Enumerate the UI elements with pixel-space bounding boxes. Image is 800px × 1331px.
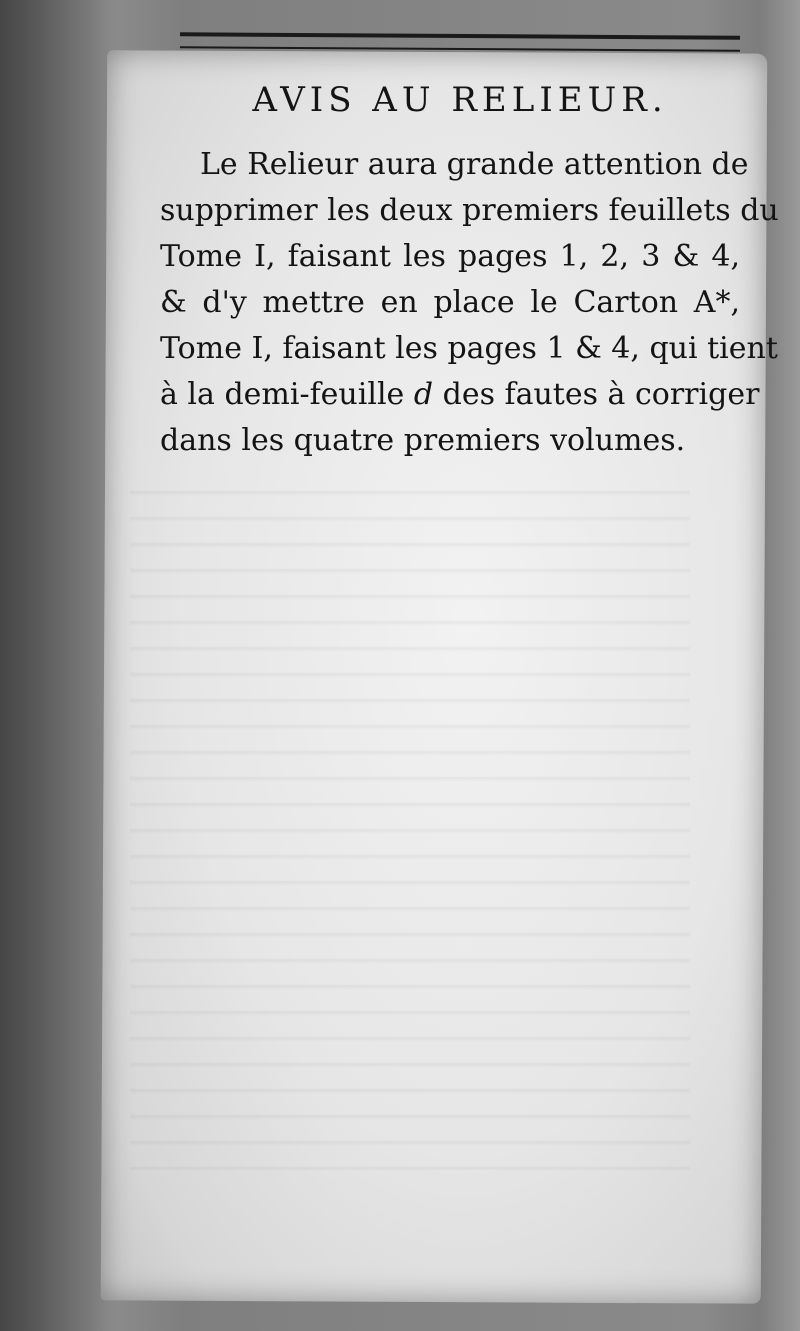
paragraph-line: Tome I, faisant les pages 1, 2, 3 & 4,	[160, 239, 740, 274]
page-heading: AVIS AU RELIEUR.	[252, 80, 668, 120]
show-through-text	[130, 470, 690, 1170]
paragraph-line: dans les quatre premiers volumes.	[160, 423, 686, 458]
line-segment: à la demi-feuille	[160, 377, 405, 412]
notice-paragraph	[160, 142, 779, 464]
paragraph-line: Le Relieur aura grande attention de	[200, 147, 749, 182]
paragraph-line: & d'y mettre en place le Carton A*,	[160, 285, 740, 320]
paragraph-line	[160, 372, 760, 418]
notice-text-block	[160, 80, 779, 464]
header-rule	[180, 32, 740, 51]
italic-letter: d	[413, 377, 434, 412]
line-segment: des fautes à corriger	[442, 377, 760, 412]
paragraph-line: Tome I, faisant les pages 1 & 4, qui tient	[160, 331, 778, 366]
paragraph-line: supprimer les deux premiers feuillets du	[160, 193, 779, 228]
